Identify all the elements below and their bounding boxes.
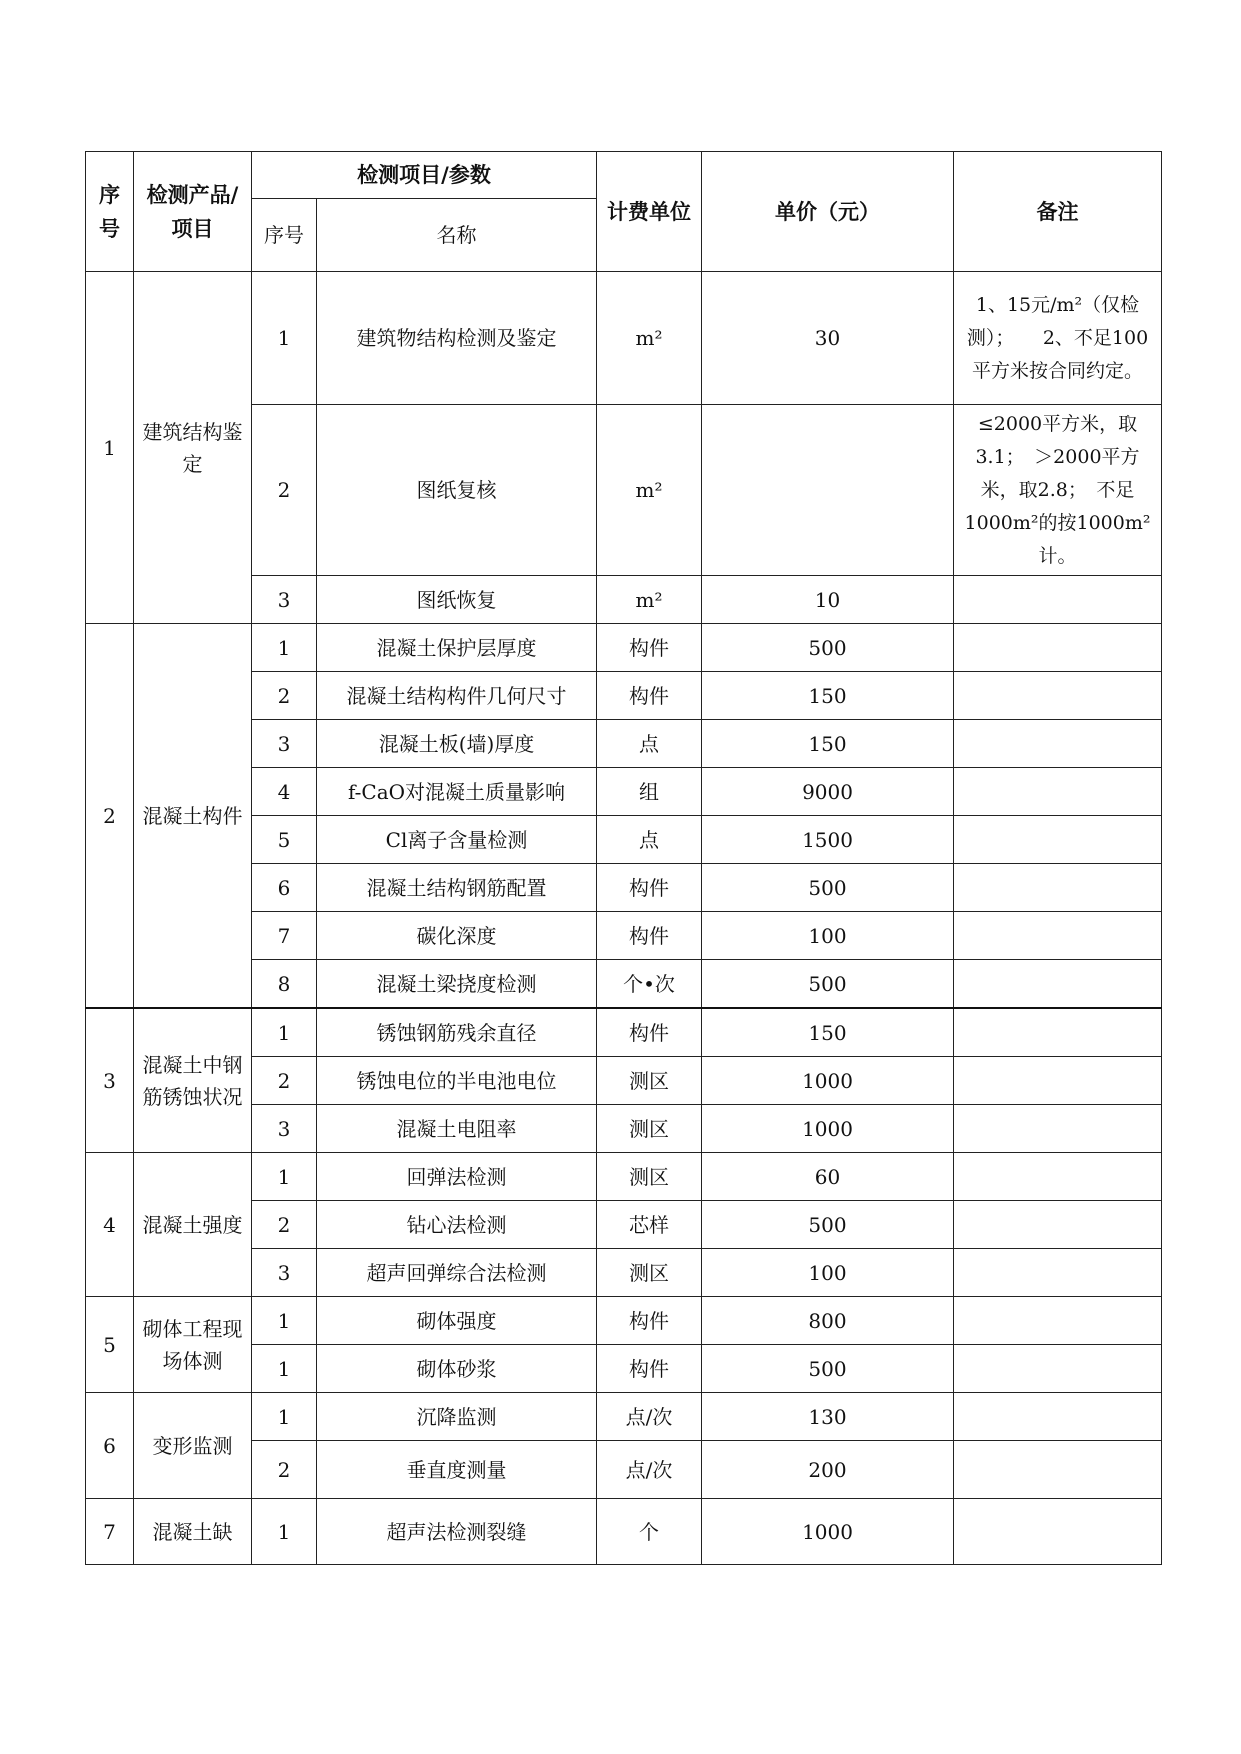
row-no: 1: [252, 1008, 317, 1057]
row-unit: 构件: [597, 672, 702, 720]
row-name: 图纸恢复: [317, 576, 597, 624]
group-seq: 3: [86, 1008, 134, 1153]
group-seq: 5: [86, 1297, 134, 1393]
row-note: [954, 1297, 1162, 1345]
row-note: [954, 576, 1162, 624]
row-no: 3: [252, 1105, 317, 1153]
row-price: 9000: [702, 768, 954, 816]
group-seq: 6: [86, 1393, 134, 1499]
row-unit: 点/次: [597, 1441, 702, 1499]
row-price: [702, 405, 954, 576]
row-name: 混凝土结构钢筋配置: [317, 864, 597, 912]
row-name: 混凝土保护层厚度: [317, 624, 597, 672]
row-price: 10: [702, 576, 954, 624]
row-price: 150: [702, 672, 954, 720]
row-name: 混凝土结构构件几何尺寸: [317, 672, 597, 720]
group-seq: 4: [86, 1153, 134, 1297]
header-sub-name: 名称: [317, 199, 597, 272]
group-product: 变形监测: [134, 1393, 252, 1499]
row-price: 500: [702, 1201, 954, 1249]
row-note: [954, 1201, 1162, 1249]
row-price: 100: [702, 912, 954, 960]
row-name: 超声回弹综合法检测: [317, 1249, 597, 1297]
row-unit: 构件: [597, 864, 702, 912]
row-no: 8: [252, 960, 317, 1009]
row-no: 4: [252, 768, 317, 816]
row-name: 垂直度测量: [317, 1441, 597, 1499]
row-name: 沉降监测: [317, 1393, 597, 1441]
row-no: 3: [252, 576, 317, 624]
row-no: 1: [252, 1499, 317, 1565]
group-product: 砌体工程现场体测: [134, 1297, 252, 1393]
row-note: [954, 1105, 1162, 1153]
inspection-fee-table: [85, 151, 1162, 1565]
row-no: 1: [252, 1393, 317, 1441]
row-name: 碳化深度: [317, 912, 597, 960]
header-price: 单价（元）: [702, 152, 954, 272]
row-name: 砌体强度: [317, 1297, 597, 1345]
row-unit: 点/次: [597, 1393, 702, 1441]
row-name: f-CaO对混凝土质量影响: [317, 768, 597, 816]
row-no: 1: [252, 1153, 317, 1201]
row-unit: 组: [597, 768, 702, 816]
row-unit: 测区: [597, 1153, 702, 1201]
row-unit: 构件: [597, 1008, 702, 1057]
row-name: 混凝土电阻率: [317, 1105, 597, 1153]
row-name: 锈蚀电位的半电池电位: [317, 1057, 597, 1105]
row-note: [954, 1393, 1162, 1441]
row-price: 500: [702, 1345, 954, 1393]
row-no: 2: [252, 405, 317, 576]
row-unit: m²: [597, 272, 702, 405]
row-no: 3: [252, 1249, 317, 1297]
row-price: 1000: [702, 1105, 954, 1153]
header-product: 检测产品/项目: [134, 152, 252, 272]
row-unit: m²: [597, 576, 702, 624]
row-unit: 点: [597, 720, 702, 768]
row-name: 超声法检测裂缝: [317, 1499, 597, 1565]
row-note: ≤2000平方米，取3.1； ＞2000平方米，取2.8； 不足1000m²的按1000m²计。: [954, 405, 1162, 576]
row-no: 2: [252, 1057, 317, 1105]
row-note: [954, 1249, 1162, 1297]
header-sub-seq: 序号: [252, 199, 317, 272]
row-note: [954, 1008, 1162, 1057]
row-note: [954, 1499, 1162, 1565]
group-seq: 2: [86, 624, 134, 1009]
row-unit: m²: [597, 405, 702, 576]
row-note: [954, 624, 1162, 672]
row-price: 800: [702, 1297, 954, 1345]
row-price: 1000: [702, 1499, 954, 1565]
group-seq: 7: [86, 1499, 134, 1565]
row-note: [954, 960, 1162, 1009]
row-note: [954, 864, 1162, 912]
row-unit: 构件: [597, 624, 702, 672]
row-unit: 个•次: [597, 960, 702, 1009]
row-unit: 构件: [597, 1345, 702, 1393]
row-name: 图纸复核: [317, 405, 597, 576]
row-price: 500: [702, 960, 954, 1009]
row-name: 回弹法检测: [317, 1153, 597, 1201]
row-note: [954, 768, 1162, 816]
header-item-param: 检测项目/参数: [252, 152, 597, 199]
row-price: 150: [702, 720, 954, 768]
row-name: 混凝土梁挠度检测: [317, 960, 597, 1009]
group-product: 建筑结构鉴定: [134, 272, 252, 624]
header-unit: 计费单位: [597, 152, 702, 272]
row-note: [954, 1153, 1162, 1201]
group-product: 混凝土构件: [134, 624, 252, 1009]
row-name: 砌体砂浆: [317, 1345, 597, 1393]
row-no: 1: [252, 1345, 317, 1393]
row-note: [954, 1345, 1162, 1393]
row-note: [954, 912, 1162, 960]
price-table-page: [85, 151, 1161, 1565]
row-no: 7: [252, 912, 317, 960]
header-note: 备注: [954, 152, 1162, 272]
row-no: 1: [252, 272, 317, 405]
row-no: 5: [252, 816, 317, 864]
row-note: [954, 672, 1162, 720]
group-seq: 1: [86, 272, 134, 624]
row-price: 130: [702, 1393, 954, 1441]
group-product: 混凝土缺: [134, 1499, 252, 1565]
row-unit: 构件: [597, 1297, 702, 1345]
group-product: 混凝土强度: [134, 1153, 252, 1297]
row-name: 建筑物结构检测及鉴定: [317, 272, 597, 405]
row-unit: 测区: [597, 1105, 702, 1153]
row-unit: 测区: [597, 1057, 702, 1105]
row-note: [954, 720, 1162, 768]
row-unit: 芯样: [597, 1201, 702, 1249]
row-no: 3: [252, 720, 317, 768]
row-no: 2: [252, 1441, 317, 1499]
row-price: 200: [702, 1441, 954, 1499]
row-price: 100: [702, 1249, 954, 1297]
row-no: 1: [252, 624, 317, 672]
row-unit: 点: [597, 816, 702, 864]
header-seq: 序号: [86, 152, 134, 272]
row-note: [954, 816, 1162, 864]
row-no: 6: [252, 864, 317, 912]
row-price: 500: [702, 864, 954, 912]
row-name: Cl离子含量检测: [317, 816, 597, 864]
row-price: 30: [702, 272, 954, 405]
row-unit: 构件: [597, 912, 702, 960]
group-product: 混凝土中钢筋锈蚀状况: [134, 1008, 252, 1153]
row-unit: 测区: [597, 1249, 702, 1297]
row-note: [954, 1057, 1162, 1105]
row-price: 60: [702, 1153, 954, 1201]
row-price: 1000: [702, 1057, 954, 1105]
row-no: 2: [252, 1201, 317, 1249]
row-name: 混凝土板(墙)厚度: [317, 720, 597, 768]
row-name: 锈蚀钢筋残余直径: [317, 1008, 597, 1057]
row-unit: 个: [597, 1499, 702, 1565]
row-no: 1: [252, 1297, 317, 1345]
row-no: 2: [252, 672, 317, 720]
row-note: [954, 1441, 1162, 1499]
row-price: 150: [702, 1008, 954, 1057]
row-name: 钻心法检测: [317, 1201, 597, 1249]
row-note: 1、15元/m²（仅检测）； 2、不足100平方米按合同约定。: [954, 272, 1162, 405]
row-price: 500: [702, 624, 954, 672]
row-price: 1500: [702, 816, 954, 864]
